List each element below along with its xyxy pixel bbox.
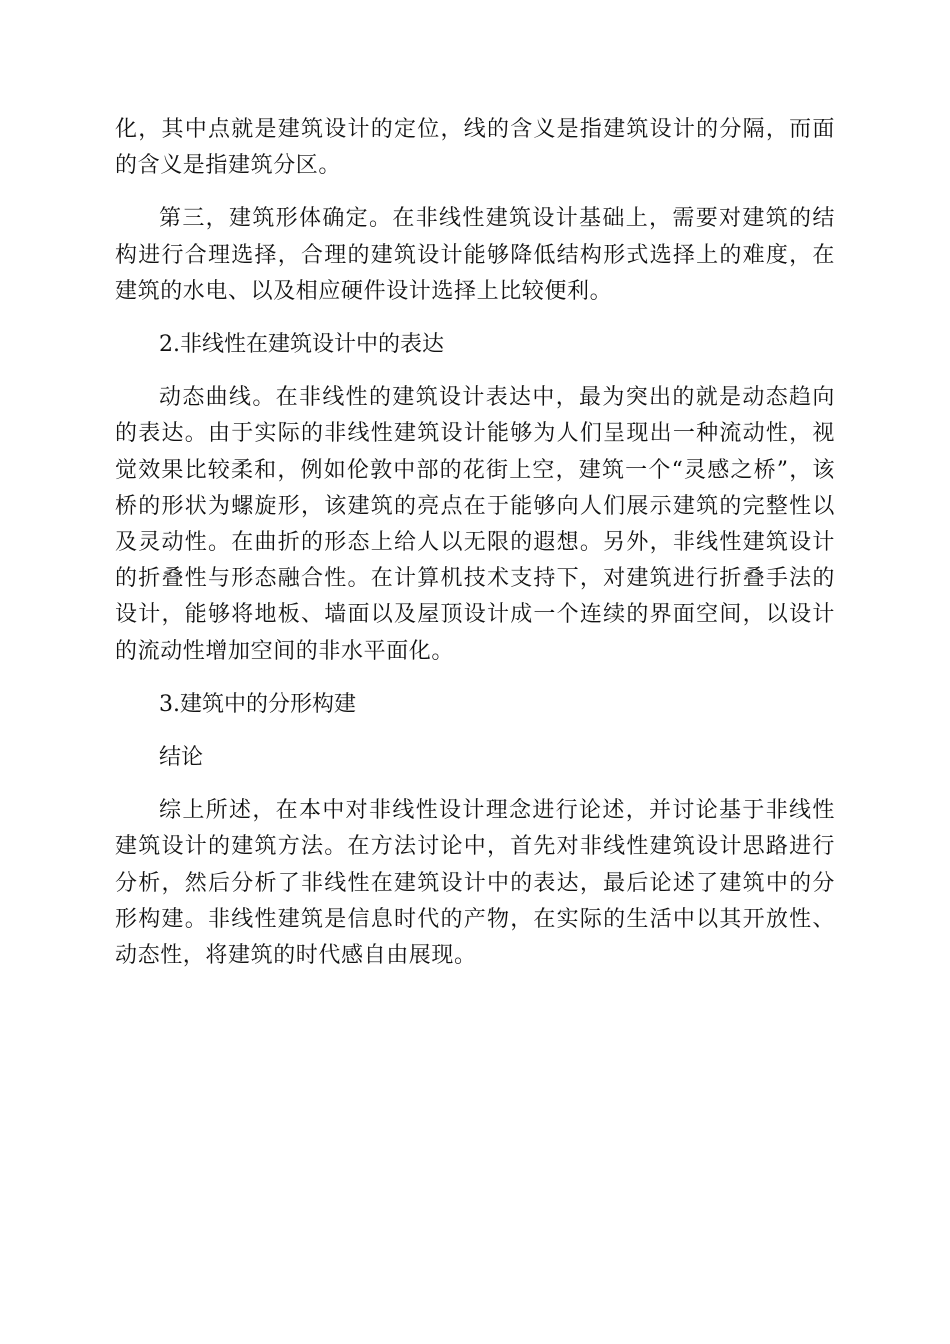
- section-heading-conclusion: 结论: [159, 745, 204, 771]
- section-heading-fractal: 3.建筑中的分形构建: [159, 691, 356, 717]
- section-heading-expression: 2.非线性在建筑设计中的表达: [159, 332, 444, 358]
- document-page: [115, 112, 835, 991]
- paragraph-conclusion: 综上所述，在本中对非线性设计理念进行论述，并讨论基于非线性建筑设计的建筑方法。在方法讨论中，首先对非线性建筑设计思路进行分析，然后分析了非线性在建筑设计中的表达，最后论述了建筑中的分形构建。非线性建筑是信息时代的产物，在实际的生活中以其开放性、动态性，将建筑的时代感自由展现。: [115, 798, 835, 969]
- paragraph-building-form: 第三，建筑形体确定。在非线性建筑设计基础上，需要对建筑的结构进行合理选择，合理的建筑设计能够降低结构形式选择上的难度，在建筑的水电、以及相应硬件设计选择上比较便利。: [115, 206, 835, 304]
- continued-paragraph: 化，其中点就是建筑设计的定位，线的含义是指建筑设计的分隔，而面的含义是指建筑分区。: [115, 117, 835, 179]
- paragraph-dynamic-curves: 动态曲线。在非线性的建筑设计表达中，最为突出的就是动态趋向的表达。由于实际的非线性建筑设计能够为人们呈现出一种流动性，视觉效果比较柔和，例如伦敦中部的花街上空，建筑一个“灵感之桥”，该桥的形状为螺旋形，该建筑的亮点在于能够向人们展示建筑的完整性以及灵动性。在曲折的形态上给人以无限的遐想。另外，非线性建筑设计的折叠性与形态融合性。在计算机技术支持下，对建筑进行折叠手法的设计，能够将地板、墙面以及屋顶设计成一个连续的界面空间，以设计的流动性增加空间的非水平面化。: [115, 385, 835, 664]
